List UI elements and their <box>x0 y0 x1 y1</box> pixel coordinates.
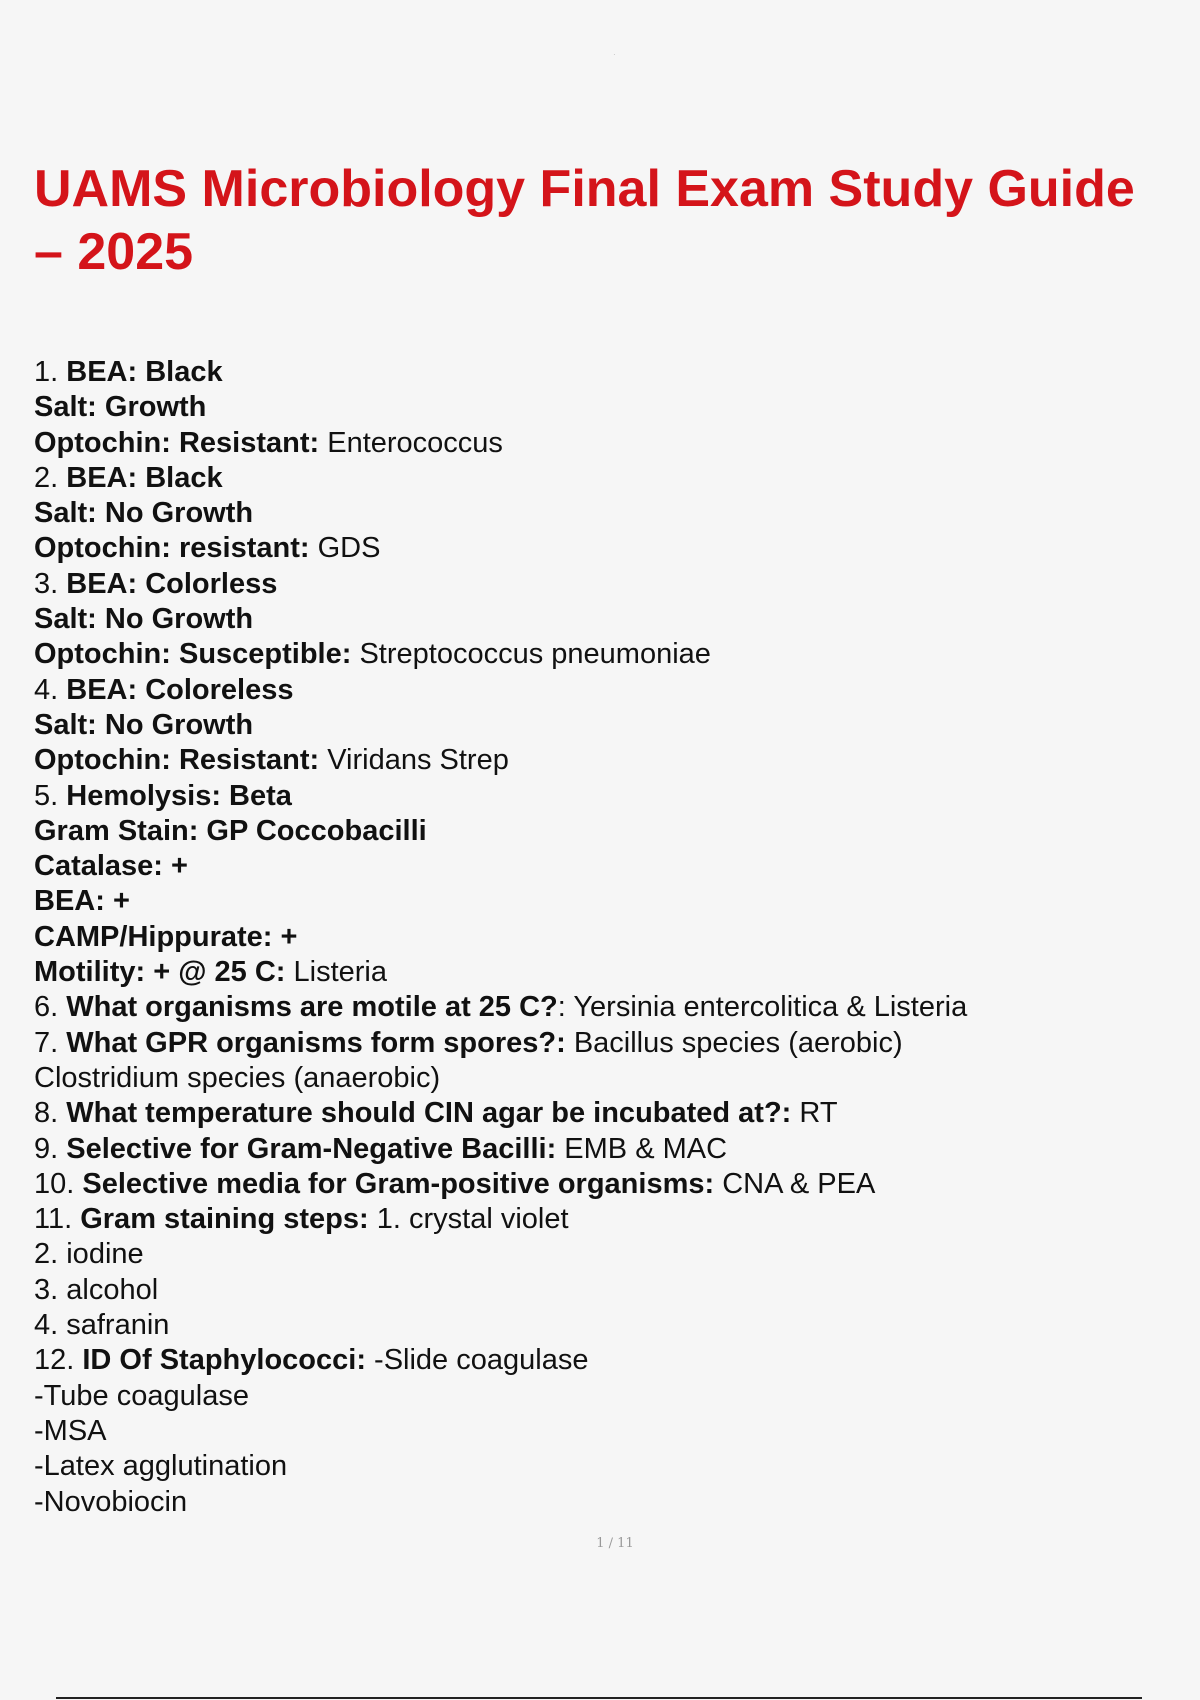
item-answer: -Slide coagulase <box>365 1344 589 1377</box>
guide-line <box>34 1273 1164 1308</box>
item-label: Optochin: Susceptible: <box>34 638 352 671</box>
item-answer: -MSA <box>34 1414 107 1447</box>
item-label: BEA: Colorless <box>66 567 278 600</box>
item-number: 9. <box>34 1132 67 1165</box>
item-answer: : Yersinia entercolitica & Listeria <box>557 991 968 1024</box>
guide-line <box>34 779 1164 814</box>
item-label: Gram Stain: GP Coccobacilli <box>34 814 427 847</box>
guide-line <box>34 990 1164 1025</box>
item-label: What organisms are motile at 25 C? <box>66 991 558 1024</box>
guide-line <box>34 1343 1164 1378</box>
page-title <box>34 158 1200 284</box>
guide-line <box>34 461 1164 496</box>
guide-line <box>34 531 1164 566</box>
item-number: 12. <box>34 1344 83 1377</box>
item-number: 11. <box>34 1203 81 1236</box>
item-label: Selective for Gram-Negative Bacilli: <box>66 1132 557 1165</box>
item-answer: Listeria <box>285 956 387 989</box>
guide-line <box>34 1485 1164 1520</box>
title-line-2: – 2025 <box>34 223 194 281</box>
item-label: Catalase: + <box>34 850 188 883</box>
guide-line <box>34 426 1164 461</box>
item-answer: CNA & PEA <box>714 1167 876 1200</box>
item-label: Hemolysis: Beta <box>66 779 292 812</box>
guide-line <box>34 1414 1164 1449</box>
item-label: CAMP/Hippurate: + <box>34 920 298 953</box>
item-answer: Bacillus species (aerobic) <box>565 1026 903 1059</box>
item-label: BEA: Black <box>66 356 223 388</box>
item-label: What temperature should CIN agar be incubated at?: <box>66 1097 792 1130</box>
guide-line <box>34 567 1164 602</box>
guide-line <box>34 673 1164 708</box>
guide-line <box>34 1449 1164 1484</box>
guide-line <box>34 1379 1164 1414</box>
item-answer: Clostridium species (anaerobic) <box>34 1061 441 1094</box>
title-line-1: UAMS Microbiology Final Exam Study Guide <box>34 160 1135 218</box>
item-answer: -Latex agglutination <box>34 1450 288 1483</box>
guide-line <box>34 355 1164 390</box>
item-number: 6. <box>34 991 67 1024</box>
item-label: What GPR organisms form spores?: <box>66 1026 566 1059</box>
top-dot-mark: · <box>613 50 616 59</box>
guide-line <box>34 1026 1164 1061</box>
guide-line <box>34 1167 1164 1202</box>
guide-line <box>34 1237 1164 1272</box>
item-number: 2. <box>34 461 67 494</box>
item-number: 8. <box>34 1097 67 1130</box>
item-label: Salt: No Growth <box>34 603 254 636</box>
item-answer: Enterococcus <box>319 426 503 459</box>
item-number: 3. <box>34 567 67 600</box>
guide-line <box>34 920 1164 955</box>
item-answer: EMB & MAC <box>556 1132 728 1165</box>
item-answer: Streptococcus pneumoniae <box>351 638 711 671</box>
item-answer: -Tube coagulase <box>34 1379 249 1412</box>
guide-line <box>34 955 1164 990</box>
study-guide-content <box>34 355 1164 1520</box>
guide-line <box>34 1132 1164 1167</box>
guide-line <box>34 743 1164 778</box>
item-label: BEA: + <box>34 885 130 918</box>
guide-line <box>34 1308 1164 1343</box>
item-label: Salt: No Growth <box>34 708 254 741</box>
item-answer: RT <box>791 1097 838 1130</box>
item-label: Optochin: Resistant: <box>34 426 320 459</box>
guide-line <box>34 1096 1164 1131</box>
item-label: Motility: + @ 25 C: <box>34 956 286 989</box>
guide-line <box>34 496 1164 531</box>
guide-line <box>34 602 1164 637</box>
item-label: Optochin: Resistant: <box>34 744 320 777</box>
item-answer: 4. safranin <box>34 1309 170 1342</box>
guide-line <box>34 1061 1164 1096</box>
guide-line <box>34 884 1164 919</box>
guide-line <box>34 708 1164 743</box>
item-answer: GDS <box>309 532 381 565</box>
item-number: 7. <box>34 1026 67 1059</box>
item-label: Salt: No Growth <box>34 497 254 530</box>
guide-line <box>34 849 1164 884</box>
item-answer: Viridans Strep <box>319 744 509 777</box>
item-label: BEA: Black <box>66 461 223 494</box>
item-number: 10. <box>34 1167 83 1200</box>
item-number: 5. <box>34 779 67 812</box>
guide-line <box>34 637 1164 672</box>
guide-line <box>34 390 1164 425</box>
guide-line <box>34 814 1164 849</box>
item-number: 4. <box>34 673 67 706</box>
item-label: Optochin: resistant: <box>34 532 310 565</box>
item-label: Selective media for Gram-positive organisms: <box>82 1167 715 1200</box>
item-answer: 3. alcohol <box>34 1273 159 1306</box>
page-number: 1 / 11 <box>596 1536 634 1551</box>
item-label: Gram staining steps: <box>80 1203 369 1236</box>
item-answer: 1. crystal violet <box>368 1203 569 1236</box>
item-label: BEA: Coloreless <box>66 673 294 706</box>
item-answer: -Novobiocin <box>34 1485 188 1518</box>
item-answer: 2. iodine <box>34 1238 144 1271</box>
item-label: Salt: Growth <box>34 391 207 424</box>
guide-line <box>34 1202 1164 1237</box>
item-number: 1. <box>34 356 67 388</box>
bottom-rule <box>56 1697 1142 1699</box>
item-label: ID Of Staphylococci: <box>82 1344 366 1377</box>
